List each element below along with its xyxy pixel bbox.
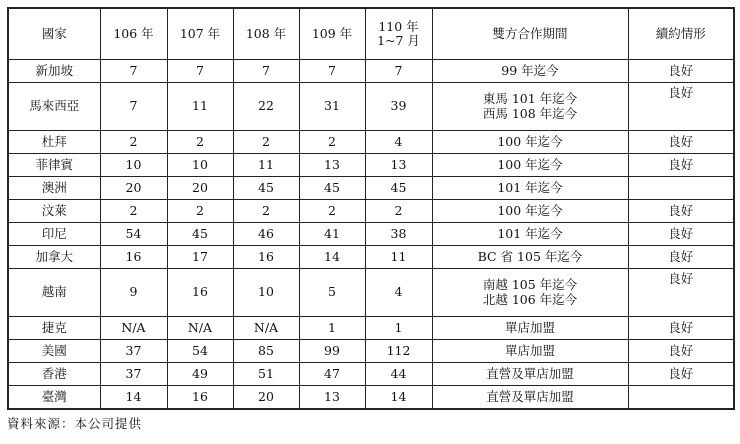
cell-109: 7 [299,60,365,83]
cell-period [432,363,628,386]
cell-106: 37 [100,340,167,363]
cell-renewal: 良好 [628,83,734,131]
cell-110: 38 [365,223,432,246]
cell-108: 10 [233,269,299,317]
table-row [8,177,734,200]
header-text: 108 年 [245,25,287,41]
cell-106: 7 [100,83,167,131]
franchise-store-table [7,7,735,410]
cell-107: 2 [167,200,233,223]
cell-107: 49 [167,363,233,386]
header-109 [299,8,365,60]
cell-108: 20 [233,386,299,410]
cell-109: 1 [299,317,365,340]
cell-country: 臺灣 [8,386,100,410]
header-107 [167,8,233,60]
table-row [8,386,734,410]
cell-110: 112 [365,340,432,363]
document [7,7,733,432]
cell-period [432,177,628,200]
cell-107: 20 [167,177,233,200]
cell-107: 7 [167,60,233,83]
cell-renewal: 良好 [628,363,734,386]
cell-106: 16 [100,246,167,269]
period-line: 101 年迄今 [497,225,563,241]
cell-renewal [628,177,734,200]
table-body [8,60,734,410]
cell-country: 印尼 [8,223,100,246]
cell-108: 16 [233,246,299,269]
cell-period [432,131,628,154]
cell-106: 10 [100,154,167,177]
cell-106: 37 [100,363,167,386]
cell-country: 澳洲 [8,177,100,200]
cell-106: 2 [100,200,167,223]
period-line: 100 年迄今 [497,202,563,218]
period-line: 100 年迄今 [497,156,563,172]
cell-107: 10 [167,154,233,177]
cell-renewal: 良好 [628,200,734,223]
cell-108: 45 [233,177,299,200]
cell-107: 2 [167,131,233,154]
cell-109: 14 [299,246,365,269]
cell-country: 馬來西亞 [8,83,100,131]
cell-109: 47 [299,363,365,386]
period-line: 直營及單店加盟 [486,388,574,404]
cell-110: 13 [365,154,432,177]
period-line: BC 省 105 年迄今 [477,248,583,264]
cell-110: 4 [365,269,432,317]
cell-106: N/A [100,317,167,340]
period-line: 直營及單店加盟 [486,365,574,381]
cell-country: 加拿大 [8,246,100,269]
cell-110: 39 [365,83,432,131]
table-row [8,83,734,131]
cell-108: N/A [233,317,299,340]
period-line: 南越 105 年迄今 [482,277,578,293]
cell-109: 5 [299,269,365,317]
cell-renewal: 良好 [628,131,734,154]
cell-106: 20 [100,177,167,200]
cell-period [432,200,628,223]
cell-107: 54 [167,340,233,363]
table-header-row [8,8,734,60]
cell-country: 捷克 [8,317,100,340]
period-line: 單店加盟 [504,342,555,358]
header-text: 109 年 [311,25,353,41]
cell-108: 46 [233,223,299,246]
cell-110: 1 [365,317,432,340]
cell-110: 2 [365,200,432,223]
cell-renewal: 良好 [628,340,734,363]
header-text: 雙方合作期間 [492,25,568,41]
cell-renewal: 良好 [628,246,734,269]
cell-109: 99 [299,340,365,363]
table-row [8,60,734,83]
period-line: 北越 106 年迄今 [482,291,578,307]
header-country [8,8,100,60]
cell-renewal: 良好 [628,223,734,246]
cell-107: 16 [167,269,233,317]
cell-108: 22 [233,83,299,131]
cell-107: 16 [167,386,233,410]
cell-106: 14 [100,386,167,410]
period-line: 100 年迄今 [497,133,563,149]
cell-106: 9 [100,269,167,317]
cell-109: 45 [299,177,365,200]
cell-renewal: 良好 [628,317,734,340]
cell-108: 2 [233,200,299,223]
cell-renewal: 良好 [628,269,734,317]
table-row [8,363,734,386]
cell-108: 51 [233,363,299,386]
cell-107: 45 [167,223,233,246]
cell-country: 美國 [8,340,100,363]
cell-period [432,386,628,410]
cell-108: 85 [233,340,299,363]
header-text: 110 年 [378,18,419,34]
cell-period [432,154,628,177]
table-row [8,340,734,363]
cell-110: 44 [365,363,432,386]
cell-107: 17 [167,246,233,269]
header-106 [100,8,167,60]
cell-109: 31 [299,83,365,131]
cell-109: 2 [299,200,365,223]
cell-109: 2 [299,131,365,154]
cell-period [432,340,628,363]
cell-renewal: 良好 [628,154,734,177]
table-row [8,269,734,317]
cell-renewal [628,386,734,410]
cell-period [432,60,628,83]
cell-109: 13 [299,154,365,177]
period-line: 101 年迄今 [497,179,563,195]
cell-110: 7 [365,60,432,83]
cell-country: 汶萊 [8,200,100,223]
cell-110: 45 [365,177,432,200]
header-108 [233,8,299,60]
cell-110: 11 [365,246,432,269]
period-line: 東馬 101 年迄今 [482,91,578,107]
header-renewal [628,8,734,60]
cell-period [432,83,628,131]
cell-106: 2 [100,131,167,154]
cell-country: 越南 [8,269,100,317]
cell-country: 香港 [8,363,100,386]
table-row [8,200,734,223]
header-text: 國家 [41,25,67,41]
cell-108: 11 [233,154,299,177]
table-row [8,223,734,246]
cell-country: 菲律賓 [8,154,100,177]
cell-110: 14 [365,386,432,410]
cell-country: 新加坡 [8,60,100,83]
cell-107: N/A [167,317,233,340]
cell-period [432,223,628,246]
cell-109: 41 [299,223,365,246]
table-row [8,246,734,269]
header-text: 1~7 月 [377,33,420,48]
header-text: 107 年 [179,25,221,41]
table-row [8,154,734,177]
cell-109: 13 [299,386,365,410]
cell-106: 7 [100,60,167,83]
header-period [432,8,628,60]
period-line: 單店加盟 [504,319,555,335]
header-text: 106 年 [113,25,154,41]
source-note: 資料來源：本公司提供 [7,416,143,431]
cell-renewal: 良好 [628,60,734,83]
header-text: 續約情形 [655,25,706,41]
cell-country: 杜拜 [8,131,100,154]
header-110 [365,8,432,60]
cell-period [432,317,628,340]
cell-108: 7 [233,60,299,83]
period-line: 西馬 108 年迄今 [482,105,578,121]
cell-110: 4 [365,131,432,154]
cell-period [432,269,628,317]
table-row [8,131,734,154]
table-row [8,317,734,340]
cell-106: 54 [100,223,167,246]
cell-107: 11 [167,83,233,131]
cell-period [432,246,628,269]
period-line: 99 年迄今 [501,62,559,78]
cell-108: 2 [233,131,299,154]
